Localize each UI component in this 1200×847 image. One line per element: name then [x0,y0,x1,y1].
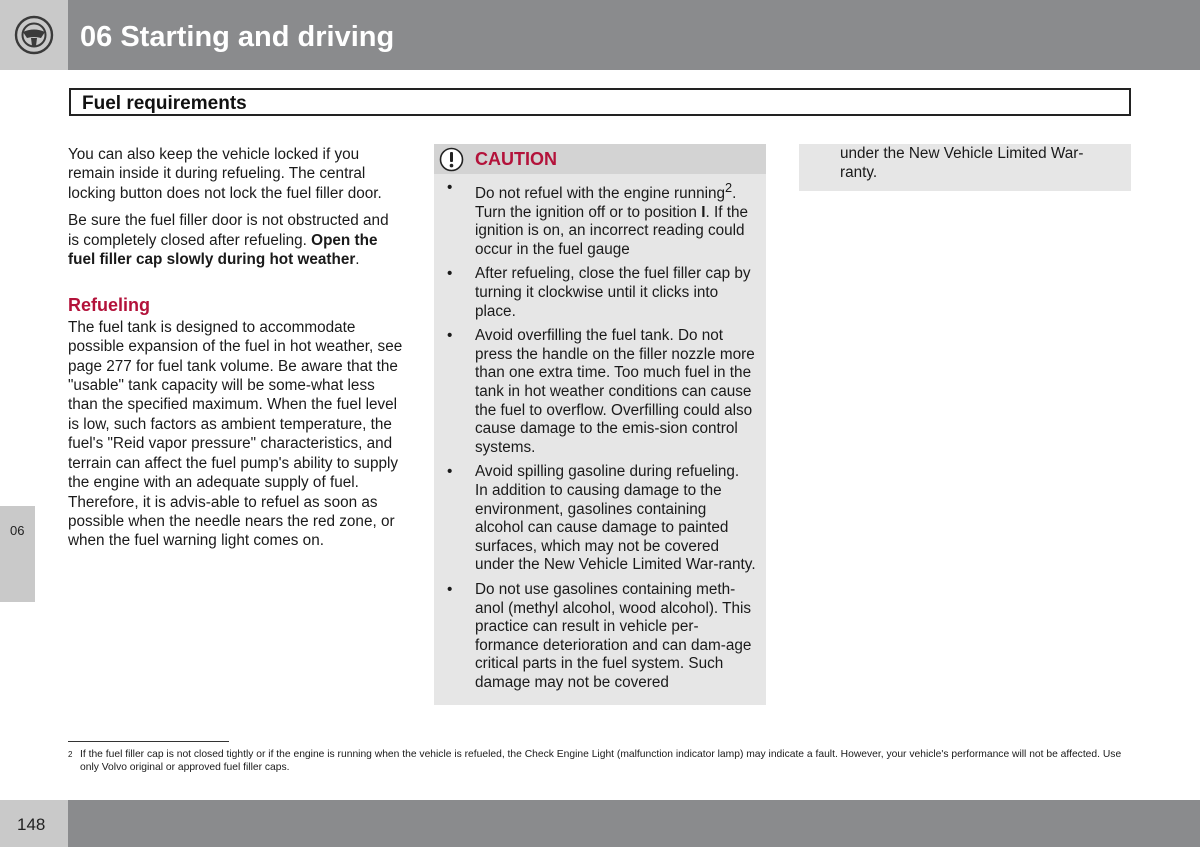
footer-bar [68,800,1200,847]
chapter-tab-label: 06 [10,523,25,538]
refueling-heading: Refueling [68,295,151,316]
footnote-divider [68,741,229,742]
page-number: 148 [17,815,46,834]
caution-label: CAUTION [475,149,557,169]
exclamation-icon [439,147,464,172]
paragraph-locking: You can also keep the vehicle locked if you remain inside it during refueling. The central locking button does not lock the fuel filler door. [68,146,382,202]
chapter-side-tab [0,506,35,602]
page-number-box [0,800,68,847]
caution-item: • Do not refuel with the engine running$^2$. Turn the ignition off or to position I. If the ignition is on, an incorrect reading could occur in the fuel gauge [447,179,748,258]
section-title: Fuel requirements [82,93,247,114]
caution-item: • Do not use gasolines containing meth-anol (methyl alcohol, wood alcohol). This practice can result in vehicle per-formance deterioration and can dam-age critical parts in the fuel system. Such damage may not be covered [447,580,752,691]
caution-item: • Avoid overfilling the fuel tank. Do not press the handle on the filler nozzle more than one extra time. Too much fuel in the tank in hot weather conditions can cause the fuel to overflow. Overfilling could also cause damage to the emis-sion control systems. [447,327,755,456]
section-heading-box [69,88,1131,116]
caution-item: • Avoid spilling gasoline during refueling. In addition to causing damage to the environment, gasolines containing alcohol can cause damage to painted surfaces, which may not be covered under the New Vehicle Limited War-ranty. [447,463,756,574]
caution-box [434,144,766,705]
caution-item: • After refueling, close the fuel filler cap by turning it clockwise until it clicks into place. [447,265,751,320]
chapter-icon-box [0,0,68,70]
footnote [68,749,1128,774]
steering-wheel-icon [14,15,54,55]
footnote-text: If the fuel filler cap is not closed tightly or if the engine is running when the vehicle is refueled, the Check Engine Light (malfunction indicator lamp) may indicate a fault. However, your vehicle's performance will not be affected. Use only Volvo original or approved fuel filler caps. [80,749,1122,773]
chapter-title: 06 Starting and driving [80,21,395,53]
paragraph-filler-door: Be sure the fuel filler door is not obstructed and is completely closed after refueling. Open the fuel filler cap slowly during hot weather. [68,212,389,269]
caution-continuation-box [799,144,1131,191]
left-column [68,145,403,559]
caution-continuation-text: under the New Vehicle Limited War-ranty. [840,145,1084,181]
caution-header [434,144,766,174]
paragraph-refueling: The fuel tank is designed to accommodate possible expansion of the fuel in hot weather, see page 277 for fuel tank volume. Be aware that the "usable" tank capacity will be some-what less than the specified maximum. When the fuel level is low, such factors as ambient temperature, the fuel's "Reid vapor pressure" characteristics, and terrain can affect the fuel pump's ability to supply the engine with an adequate supply of fuel. Therefore, it is advis-able to refuel as soon as possible when the needle nears the red zone, or when the fuel warning light comes on. [68,318,403,550]
chapter-header [68,0,1200,70]
footnote-number: 2 [68,750,73,759]
caution-list [434,174,766,693]
